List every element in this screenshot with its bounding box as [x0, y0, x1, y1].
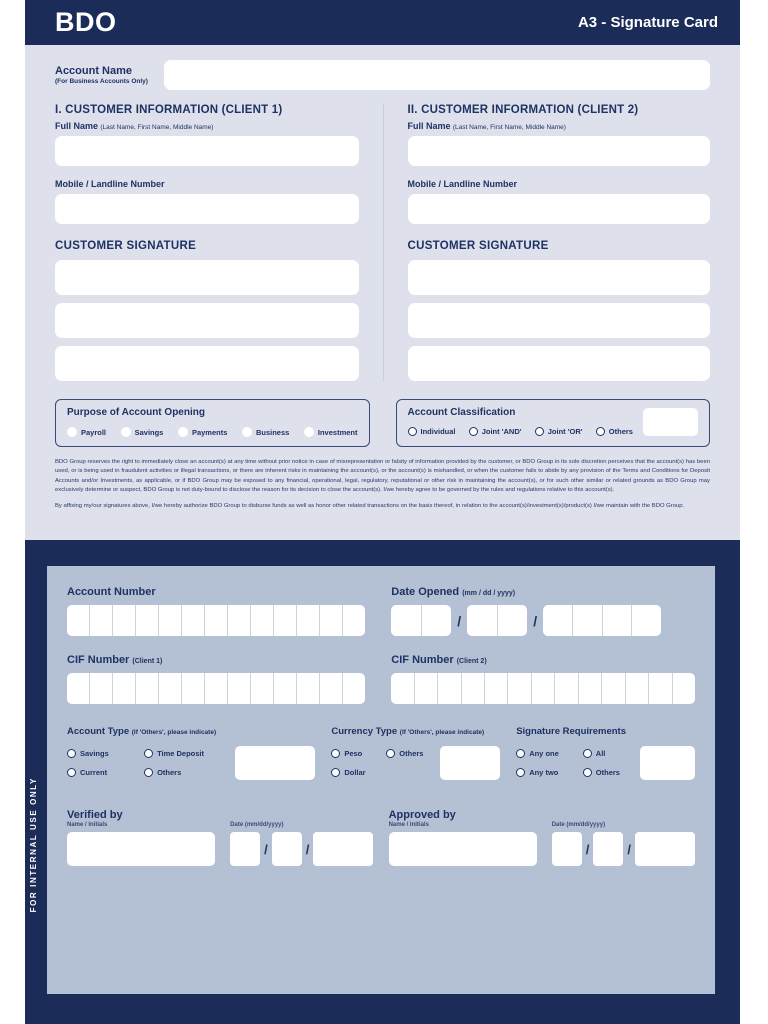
comb-cell	[626, 673, 649, 704]
currency-others-radio[interactable]	[386, 749, 395, 758]
date-opened-group	[391, 586, 695, 636]
account-type-option-savings	[67, 749, 130, 758]
header-bar	[25, 0, 740, 45]
classification-individual-label: Individual	[420, 427, 456, 436]
cif2-label-main: CIF Number	[391, 654, 454, 666]
client2-mobile-input[interactable]	[408, 194, 711, 224]
purpose-option-payments	[178, 427, 227, 437]
purpose-classification-row	[55, 399, 710, 447]
purpose-option-business	[242, 427, 289, 437]
account-type-option-time-deposit	[144, 749, 225, 758]
comb-cell	[579, 673, 602, 704]
sigreq-option-others	[583, 768, 630, 777]
comb-cell	[274, 605, 297, 636]
client1-signature-title: CUSTOMER SIGNATURE	[55, 240, 197, 252]
comb-cell	[205, 605, 228, 636]
date-opened-day-field[interactable]	[467, 605, 527, 636]
client2-signature-box-1[interactable]	[408, 260, 711, 295]
cif2-label	[391, 654, 695, 666]
client1-mobile-input[interactable]	[55, 194, 359, 224]
client2-signature-box-2[interactable]	[408, 303, 711, 338]
currency-peso-radio[interactable]	[331, 749, 340, 758]
approved-date-labels	[552, 800, 695, 828]
client2-mobile-label: Mobile / Landline Number	[407, 179, 518, 189]
date-slash: /	[627, 841, 631, 857]
comb-cell	[113, 605, 136, 636]
cif2-group	[391, 654, 695, 704]
currency-option-peso	[331, 749, 372, 758]
sigreq-any-two-label: Any two	[529, 768, 559, 777]
date-slash: /	[264, 841, 268, 857]
comb-cell	[320, 605, 343, 636]
purpose-business-label: Business	[255, 427, 290, 437]
account-type-time-deposit-label: Time Deposit	[157, 749, 205, 758]
verified-approved-row	[67, 800, 695, 866]
comb-cell	[90, 673, 113, 704]
comb-cell	[343, 605, 365, 636]
classification-title: Account Classification	[407, 407, 516, 418]
comb-cell	[532, 673, 555, 704]
client-columns	[55, 104, 710, 381]
currency-type-hint: (If 'Others', please indicate)	[399, 729, 485, 736]
comb-cell	[320, 673, 343, 704]
approved-by-block	[389, 800, 537, 866]
comb-cell	[673, 673, 695, 704]
date-slash: /	[457, 612, 462, 629]
account-type-others-label: Others	[157, 768, 182, 777]
client1-column	[55, 104, 383, 381]
sigreq-option-any-two	[516, 768, 569, 777]
comb-cell	[228, 605, 251, 636]
sigreq-any-one-radio[interactable]	[516, 749, 525, 758]
approved-date-day-field[interactable]	[593, 832, 623, 866]
comb-cell	[485, 673, 508, 704]
currency-type-body	[331, 746, 500, 780]
sigreq-all-radio[interactable]	[583, 749, 592, 758]
cif1-label	[67, 654, 365, 666]
comb-cell	[159, 673, 182, 704]
comb-cell	[508, 673, 531, 704]
account-name-input[interactable]	[164, 60, 710, 90]
comb-cell	[67, 605, 90, 636]
verified-date-year-field[interactable]	[313, 832, 373, 866]
cif2-hint: (Client 2)	[456, 658, 487, 665]
comb-cell	[136, 673, 159, 704]
comb-cell	[438, 673, 461, 704]
client2-fullname-label	[408, 121, 711, 131]
signature-requirements-group	[516, 726, 695, 780]
purpose-investment-label: Investment	[317, 427, 358, 437]
account-number-group	[67, 586, 365, 636]
client2-column	[383, 104, 711, 381]
comb-cell	[602, 673, 625, 704]
currency-type-options	[331, 749, 430, 777]
client1-fullname-label	[55, 121, 359, 131]
purpose-investment-checkbox[interactable]	[304, 427, 314, 437]
classification-joint-and-label: Joint 'AND'	[481, 427, 522, 436]
comb-cell	[467, 605, 498, 636]
client1-signature-box-3[interactable]	[55, 346, 359, 381]
account-type-group	[67, 726, 315, 780]
purpose-box	[55, 399, 370, 447]
classification-joint-or-radio[interactable]	[535, 427, 544, 436]
classification-option-joint-or	[535, 427, 583, 436]
comb-cell	[632, 605, 661, 636]
internal-section	[25, 540, 740, 1024]
comb-cell	[343, 673, 365, 704]
account-type-others-radio[interactable]	[144, 768, 153, 777]
verified-date-field	[230, 832, 373, 866]
classification-main	[408, 407, 634, 437]
date-opened-month-field[interactable]	[391, 605, 451, 636]
client1-signature-box-2[interactable]	[55, 303, 359, 338]
classification-option-joint-and	[469, 427, 522, 436]
date-opened-label-main: Date Opened	[391, 586, 460, 598]
sigreq-option-all	[583, 749, 630, 758]
sigreq-any-one-label: Any one	[529, 749, 559, 758]
account-type-option-others	[144, 768, 225, 777]
account-name-sublabel: (For Business Accounts Only)	[55, 78, 148, 85]
classification-others-radio[interactable]	[596, 427, 605, 436]
account-type-options	[67, 749, 225, 777]
account-number-field[interactable]	[67, 605, 365, 636]
approved-by-title: Approved by	[388, 809, 456, 821]
legal-text-1: BDO Group reserves the right to immediately close an account(s) at any time without prior notice in case of misrepresentation or falsity of information provided by the customer, or BDO Group in its sole discretion perceives that the account(s) has been used, or is being used in fraudulent activities or illegal transactions, or there are inherent risks in maintaining the account(s), or the account(s) is mishandled, or when the customer fails to abide by any provision of the Terms and Conditions for Deposit Accounts and/or Investments, as applicable, or if BDO Group may be exposed to any financial, operational, legal, regulatory, reputational or other risk in maintaining the account(s), or for such other similar or related grounds as BDO Group may exclusively determine or suspect, BDO Group is not duty-bound to disclose the reason for its decision to close the account(s). I/we hereby agree to be governed by the rules and regulations relative to this account(s).	[55, 459, 710, 494]
verified-by-title: Verified by	[67, 809, 123, 821]
comb-cell	[67, 673, 90, 704]
comb-cell	[90, 605, 113, 636]
account-type-title-main: Account Type	[67, 726, 130, 737]
client1-section-title: I. CUSTOMER INFORMATION (CLIENT 1)	[55, 104, 283, 116]
client2-signature-title: CUSTOMER SIGNATURE	[407, 240, 549, 252]
client1-mobile-label: Mobile / Landline Number	[55, 179, 165, 189]
comb-cell	[498, 605, 528, 636]
account-name-label: Account Name	[55, 65, 133, 77]
cif1-hint: (Client 1)	[132, 658, 163, 665]
comb-cell	[297, 673, 320, 704]
document	[25, 0, 740, 1024]
currency-peso-label: Peso	[344, 749, 363, 758]
cif-row	[67, 654, 695, 704]
date-opened-hint: (mm / dd / yyyy)	[462, 590, 516, 597]
comb-cell	[603, 605, 633, 636]
approved-date-block	[552, 800, 695, 866]
comb-cell	[422, 605, 452, 636]
comb-cell	[251, 673, 274, 704]
account-type-time-deposit-radio[interactable]	[144, 749, 153, 758]
cif1-field[interactable]	[67, 673, 365, 704]
currency-type-title-main: Currency Type	[331, 726, 398, 737]
currency-others-input[interactable]	[440, 746, 500, 780]
page-title: A3 - Signature Card	[577, 14, 718, 31]
account-type-current-radio[interactable]	[67, 768, 76, 777]
comb-cell	[159, 605, 182, 636]
account-name-label-block	[55, 65, 148, 85]
cif2-field[interactable]	[391, 673, 695, 704]
client1-fullname-input[interactable]	[55, 136, 359, 166]
purpose-business-checkbox[interactable]	[242, 427, 252, 437]
currency-type-group	[331, 726, 500, 780]
client2-fullname-input[interactable]	[408, 136, 711, 166]
currency-option-dollar	[331, 768, 372, 777]
classification-box	[396, 399, 711, 447]
account-type-savings-label: Savings	[80, 749, 109, 758]
account-number-date-row	[67, 586, 695, 636]
cif1-label-main: CIF Number	[67, 654, 130, 666]
signature-requirements-body	[516, 746, 695, 780]
purpose-payments-checkbox[interactable]	[178, 427, 188, 437]
legal-text-2: By affixing my/our signatures above, I/we hereby authorize BDO Group to disburse funds as well as honor other related transactions on the basis thereof, in relation to the account(s)/investment(s)/product(s) I/we maintain with the BDO Group.	[55, 502, 685, 509]
sigreq-others-radio[interactable]	[583, 768, 592, 777]
account-type-others-input[interactable]	[235, 746, 315, 780]
bdo-logo: BDO	[55, 7, 117, 37]
comb-cell	[274, 673, 297, 704]
comb-cell	[205, 673, 228, 704]
verified-date-labels	[230, 800, 373, 828]
client2-fullname-label-main: Full Name	[407, 121, 451, 131]
signature-requirements-options	[516, 749, 630, 777]
customer-section	[25, 45, 740, 540]
comb-cell	[391, 605, 422, 636]
client1-signature-box-1[interactable]	[55, 260, 359, 295]
classification-joint-or-label: Joint 'OR'	[547, 427, 583, 436]
comb-cell	[251, 605, 274, 636]
verified-by-hint: Name / Initials	[67, 822, 108, 828]
date-opened-year-field[interactable]	[543, 605, 661, 636]
approved-by-input[interactable]	[389, 832, 537, 866]
client2-section-title: II. CUSTOMER INFORMATION (CLIENT 2)	[407, 104, 639, 116]
purpose-title: Purpose of Account Opening	[67, 407, 205, 418]
comb-cell	[573, 605, 603, 636]
sigreq-others-label: Others	[595, 768, 620, 777]
currency-dollar-label: Dollar	[344, 768, 366, 777]
approved-date-field	[552, 832, 695, 866]
verified-date-label: Date (mm/dd/yyyy)	[230, 822, 284, 828]
verified-date-block	[230, 800, 373, 866]
comb-cell	[649, 673, 672, 704]
purpose-payroll-checkbox[interactable]	[67, 427, 77, 437]
signature-requirements-title: Signature Requirements	[516, 726, 626, 737]
classification-joint-and-radio[interactable]	[469, 427, 478, 436]
type-currency-signature-row	[67, 726, 695, 780]
sigreq-option-any-one	[516, 749, 569, 758]
comb-cell	[228, 673, 251, 704]
client1-fullname-label-main: Full Name	[55, 121, 99, 131]
approved-date-month-field[interactable]	[552, 832, 582, 866]
date-slash: /	[305, 841, 310, 857]
comb-cell	[182, 605, 205, 636]
currency-type-title	[331, 726, 500, 737]
account-name-row	[55, 60, 710, 90]
account-type-option-current	[67, 768, 130, 777]
internal-use-sidebar-label: FOR INTERNAL USE ONLY	[29, 776, 38, 912]
client2-signature-box-3[interactable]	[408, 346, 711, 381]
currency-others-label: Others	[399, 749, 424, 758]
sigreq-any-two-radio[interactable]	[516, 768, 525, 777]
account-number-label: Account Number	[67, 586, 156, 598]
verified-date-month-field[interactable]	[230, 832, 260, 866]
classification-option-others	[596, 427, 633, 436]
currency-dollar-radio[interactable]	[331, 768, 340, 777]
comb-cell	[297, 605, 320, 636]
internal-panel	[47, 566, 715, 994]
date-slash: /	[533, 612, 538, 629]
account-type-savings-radio[interactable]	[67, 749, 76, 758]
date-slash: /	[585, 841, 590, 857]
classification-others-input[interactable]	[643, 408, 698, 436]
verified-by-input[interactable]	[67, 832, 215, 866]
purpose-option-investment	[304, 427, 358, 437]
account-type-hint: (If 'Others', please indicate)	[131, 729, 217, 736]
approved-date-label: Date (mm/dd/yyyy)	[551, 822, 606, 828]
approved-by-labels	[389, 800, 537, 828]
cif1-group	[67, 654, 365, 704]
comb-cell	[555, 673, 578, 704]
purpose-savings-label: Savings	[134, 427, 164, 437]
verified-by-labels	[67, 800, 215, 828]
purpose-option-payroll	[67, 427, 106, 437]
comb-cell	[543, 605, 573, 636]
purpose-savings-checkbox[interactable]	[121, 427, 131, 437]
sigreq-others-input[interactable]	[640, 746, 695, 780]
account-type-current-label: Current	[80, 768, 108, 777]
verified-by-block	[67, 800, 215, 866]
comb-cell	[462, 673, 485, 704]
classification-options	[408, 427, 634, 436]
purpose-payments-label: Payments	[191, 427, 228, 437]
classification-individual-radio[interactable]	[408, 427, 417, 436]
purpose-options	[67, 427, 358, 437]
date-opened-label	[391, 586, 695, 598]
comb-cell	[415, 673, 438, 704]
currency-option-others	[386, 749, 430, 758]
account-type-title	[67, 726, 315, 737]
account-type-body	[67, 746, 315, 780]
sigreq-all-label: All	[595, 749, 606, 758]
client2-fullname-hint: (Last Name, First Name, Middle Name)	[452, 124, 566, 131]
classification-others-label: Others	[608, 427, 633, 436]
purpose-payroll-label: Payroll	[81, 427, 107, 437]
client1-fullname-hint: (Last Name, First Name, Middle Name)	[100, 124, 214, 131]
comb-cell	[136, 605, 159, 636]
date-opened-field	[391, 605, 695, 636]
verified-date-day-field[interactable]	[272, 832, 302, 866]
approved-by-hint: Name / Initials	[388, 822, 429, 828]
approved-date-year-field[interactable]	[635, 832, 695, 866]
classification-option-individual	[408, 427, 456, 436]
comb-cell	[113, 673, 136, 704]
comb-cell	[182, 673, 205, 704]
purpose-option-savings	[121, 427, 164, 437]
comb-cell	[391, 673, 414, 704]
